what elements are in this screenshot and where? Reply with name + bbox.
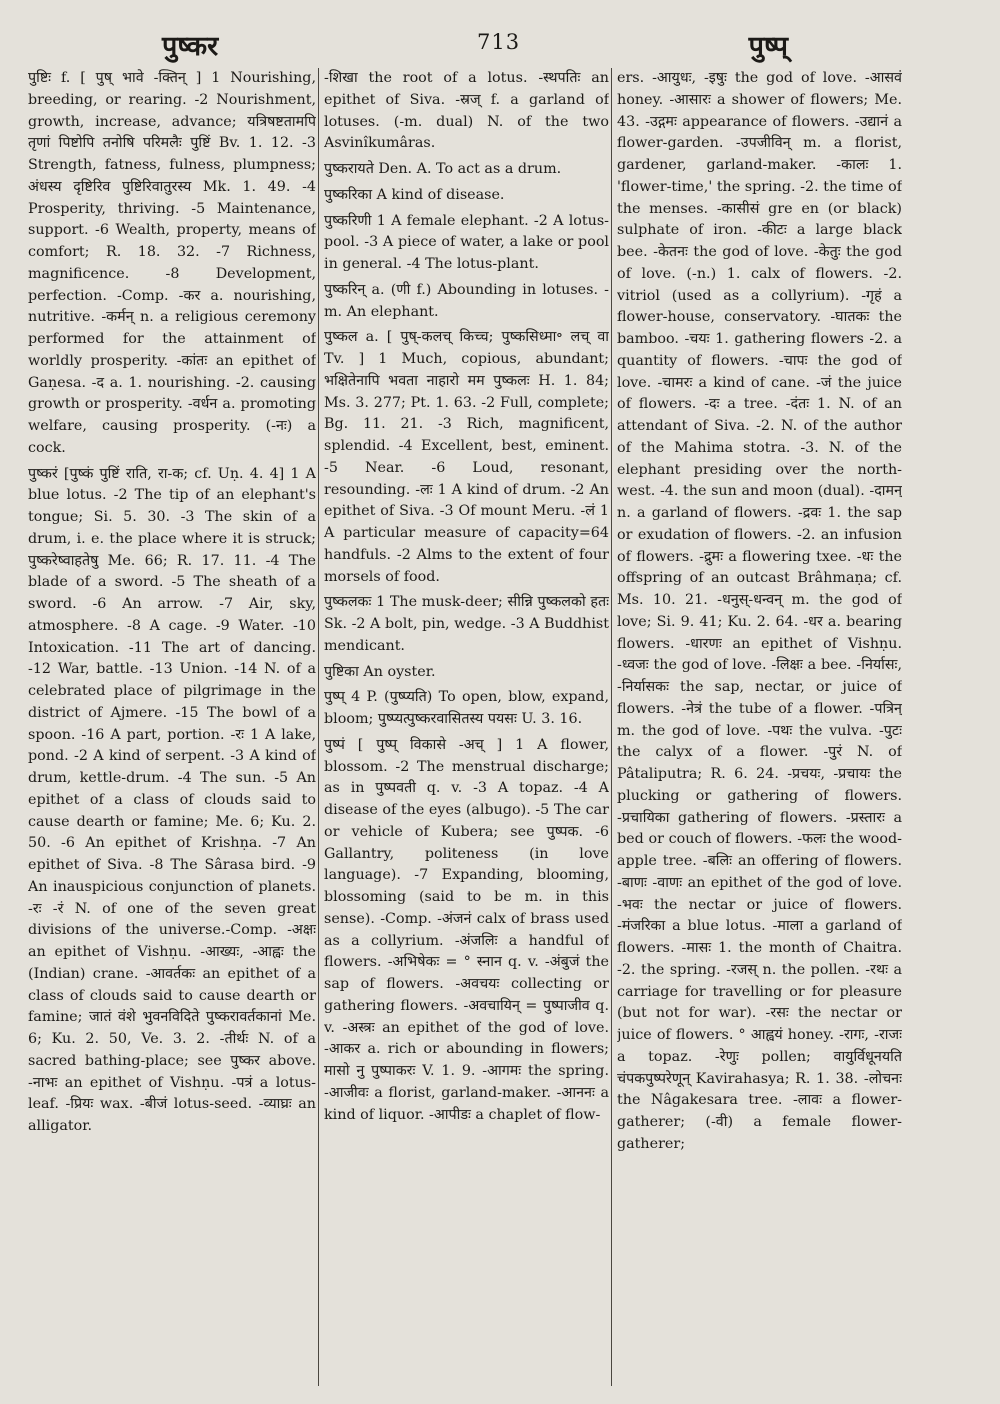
dictionary-entry: पुष्टिका An oyster. (324, 663, 436, 680)
dictionary-entry: पुष्करिका A kind of disease. (324, 186, 505, 203)
column-divider (611, 68, 612, 1386)
dictionary-entry: पुष्प् 4 P. (पुष्प्यति) To open, blow, expand, bloom; पुष्प्यत्पुष्करवासितस्य पयसः U. 3. 16. (324, 689, 609, 727)
dictionary-entry: पुष्करं [पुष्कं पुष्टिं राति, रा-क; cf. Uṇ. 4. 4] 1 A blue lotus. -2 The tip of an elephant's tongue; Si. 5. 30. -3 The skin of a drum, i. e. the place where it is struck; पुष्करेष्वाहतेषु Me. 66; R. 17. 11. -4 The blade of a sword. -5 The sheath of a sword. -6 An arrow. -7 Air, sky, atmosphere. -8 A cage. -9 Water. -10 Intoxication. -11 The art of dancing. -12 War, battle. -13 Union. -14 N. of a celebrated place of pilgrimage in the district of Ajmere. -15 The bowl of a spoon. -16 A part, portion. -रः 1 A lake, pond. -2 A kind of serpent. -3 A kind of drum, kettle-drum. -4 The sun. -5 An epithet of a class of clouds said to cause dearth or famine; Me. 6; Ku. 2. 50. -6 An epithet of Krishṇa. -7 An epithet of Siva. -8 The Sârasa bird. -9 An inauspicious conjunction of planets. -रः -रं N. of one of the seven great divisions of the universe.-Comp. -अक्षः an epithet of Vishṇu. -आख्यः, -आह्वः the (Indian) crane. -आवर्तकः an epithet of a class of clouds said to cause dearth or famine; जातं वंशे भुवनविदिते पुष्करावर्तकानां Me. 6; Ku. 2. 50, Ve. 3. 2. -तीर्थः N. of a sacred bathing-place; see पुष्कर above. -नाभः an epithet of Vishṇu. -पत्रं a lotus-leaf. -प्रियः wax. -बीजं lotus-seed. -व्याघ्रः an alligator. (28, 465, 316, 1134)
page-number: 713 (477, 30, 521, 54)
dictionary-entry: पुष्करायते Den. A. To act as a drum. (324, 161, 562, 177)
dictionary-entry: पुष्टिः f. [ पुष् भावे -क्तिन् ] 1 Nourishing, breeding, or rearing. -2 Nourishment, growth, increase, advance; यत्रिषष्टतामपि तृणां पिष्टोपि तनोषि परिमलैः पुष्टिं Bv. 1. 12. -3 Strength, fatness, fulness, plumpness; अंधस्य दृष्टिरिव पुष्टिरिवातुरस्य Mk. 1. 49. -4 Prosperity, thriving. -5 Maintenance, support. -6 Wealth, property, means of comfort; R. 18. 32. -7 Richness, magnificence. -8 Development, perfection. -Comp. -कर a. nourishing, nutritive. -कर्मन् n. a religious ceremony performed for the attainment of worldly prosperity. -कांतः an epithet of Gaṇesa. -द a. 1. nourishing. -2. causing growth or prosperity. -वर्धन a. promoting welfare, causing prosperity. (-नः) a cock. (28, 70, 316, 456)
right-guide-word: पुष्प् (748, 31, 788, 62)
dictionary-entry: पुष्करिणी 1 A female elephant. -2 A lotus-pool. -3 A piece of water, a lake or pool in general. -4 The lotus-plant. (324, 212, 609, 272)
dictionary-entry: ers. -आयुधः, -इषुः the god of love. -आसवं honey. -आसारः a shower of flowers; Me. 43. -उद्गमः appearance of flowers. -उद्यानं a flower-garden. -उपजीविन् m. a florist, gardener, garland-maker. -कालः 1. 'flower-time,' the spring. -2. the time of the menses. -कासीसं gre en (or black) sulphate of iron. -कीटः a large black bee. -केतनः the god of love. -केतुः the god of love. (-n.) 1. calx of flowers. -2. vitriol (used as a collyrium). -गृहं a flower-house, conservatory. -घातकः the bamboo. -चयः 1. gathering flowers -2. a quantity of flowers. -चापः the god of love. -चामरः a kind of cane. -जं the juice of flowers. -दः a tree. -दंतः 1. N. of an attendant of Siva. -2. N. of the author of the Mahima stotra. -3. N. of the elephant presiding over the north-west. -4. the sun and moon (dual). -दामन् n. a garland of flowers. -द्रवः 1. the sap or exudation of flowers. -2. an infusion of flowers. -द्रुमः a flowering txee. -धः the offspring of an outcast Brâhmaṇa; cf. Ms. 10. 21. -धनुस्-धन्वन् m. the god of love; Si. 9. 41; Ku. 2. 64. -धर a. bearing flowers. -धारणः an epithet of Vishṇu. -ध्वजः the god of love. -लिक्षः a bee. -निर्यासः, -निर्यासकः the sap, nectar, or juice of flowers. -नेत्रं the tube of a flower. -पत्रिन् m. the god of love. -पथः the vulva. -पुटः the calyx of a flower. -पुरं N. of Pâtaliputra; R. 6. 24. -प्रचयः, -प्रचायः the plucking or gathering of flowers. -प्रचायिका gathering of flowers. -प्रस्तारः a bed or couch of flowers. -फलः the wood-apple tree. -बलिः an offering of flowers. -बाणः -वाणः an epithet of the god of love. -भवः the nectar or juice of flowers. -मंजरिका a blue lotus. -माला a garland of flowers. -मासः 1. the month of Chaitra. -2. the spring. -रजस् n. the pollen. -रथः a carriage for travelling or for pleasure (but not for war). -रसः the nectar or juice of flowers. ° आह्वयं honey. -रागः, -राजः a topaz. -रेणुः pollen; वायुर्विधूनयति चंपकपुष्परेणून् Kavirahasya; R. 1. 38. -लोचनः the Nâgakesara tree. -लावः a flower-gatherer; (-वी) a female flower-gatherer; (617, 70, 902, 1152)
text-column-2 (324, 68, 609, 1386)
dictionary-entry: पुष्कलकः 1 The musk-deer; सीन्नि पुष्कलको हतः Sk. -2 A bolt, pin, wedge. -3 A Buddhist mendicant. (324, 594, 609, 654)
column-divider (318, 68, 319, 1386)
dictionary-entry: -शिखा the root of a lotus. -स्थपतिः an epithet of Siva. -स्रज् f. a garland of lotuses. (-m. dual) N. of the two Asvinîkumâras. (324, 70, 609, 152)
dictionary-entry: पुष्करिन् a. (णी f.) Abounding in lotuses. -m. An elephant. (324, 281, 609, 320)
text-column-3 (617, 68, 902, 1386)
dictionary-entry: पुष्कल a. [ पुष्-कलच् किच्च; पुष्कसिध्मा॰ लच् वा Tv. ] 1 Much, copious, abundant; भक्षितेनापि भवता नाहारो मम पुष्कलः H. 1. 84; Ms. 3. 277; Pt. 1. 63. -2 Full, complete; Bg. 11. 21. -3 Rich, magnificent, splendid. -4 Excellent, best, eminent. -5 Near. -6 Loud, resonant, resounding. -लः 1 A kind of drum. -2 An epithet of Siva. -3 Of mount Meru. -लं 1 A particular measure of capacity=64 handfuls. -2 Alms to the extent of four morsels of food. (324, 329, 609, 585)
left-guide-word: पुष्कर (162, 31, 219, 62)
running-header (22, 24, 978, 64)
text-column-1 (28, 68, 316, 1386)
dictionary-entry: पुष्पं [ पुष्प् विकासे -अच् ] 1 A flower, blossom. -2 The menstrual discharge; as in पुष्पवती q. v. -3 A topaz. -4 A disease of the eyes (albugo). -5 The car or vehicle of Kubera; see पुष्पक. -6 Gallantry, politeness (in love language). -7 Expanding, blooming, blossoming (said to be m. in this sense). -Comp. -अंजनं calx of brass used as a collyrium. -अंजलिः a handful of flowers. -अभिषेकः = ° स्नान q. v. -अंबुजं the sap of flowers. -अवचयः collecting or gathering flowers. -अवचायिन् = पुष्पाजीव q. v. -अस्त्रः an epithet of the god of love. -आकर a. rich or abounding in flowers; मासो नु पुष्पाकरः V. 1. 9. -आगमः the spring. -आजीवः a florist, garland-maker. -आननः a kind of liquor. -आपीडः a chaplet of flow- (324, 736, 609, 1123)
